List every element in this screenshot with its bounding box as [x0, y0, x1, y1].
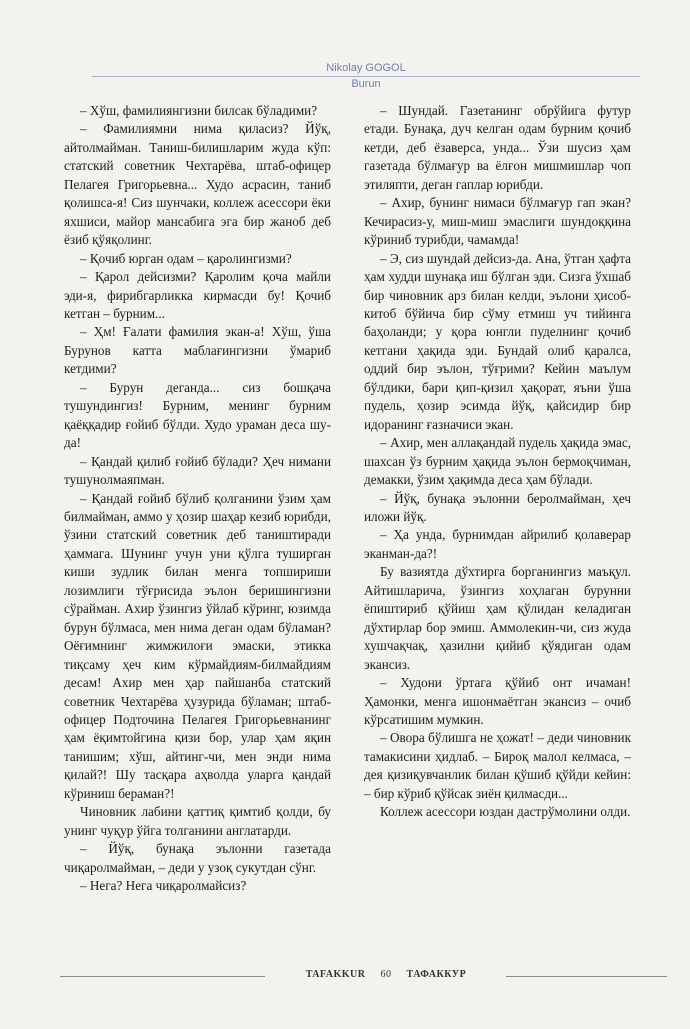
- paragraph: – Нега? Нега чиқаролмайсиз?: [80, 878, 247, 894]
- paragraph: Бу вазиятда дўхтирга борганингиз маъқул. Айтишларича, ўзингиз хоҳлаган бурунни ёпиштириб қўйиш ҳам қўлидан келадиган дўхтирлар бор эмиш. Аммолекин-чи, сиз жуда хушчақчақ, ҳазилни қийиб қўядиган одам экансиз.: [364, 564, 631, 672]
- paragraph: – Йўқ, бунақа эълонни газетада чиқаролмайман, – деди у узоқ сукутдан сўнг.: [64, 841, 331, 875]
- paragraph: – Овора бўлишга не ҳожат! – деди чиновник тамакисини ҳидлаб. – Бироқ малол келмаса, – дея қизиқувчанлик билан қўшиб қўйди кейин: – бир кўриб қўйсак зиён қилмасди...: [364, 730, 631, 801]
- paragraph: – Шундай. Газетанинг обрўйига футур етади. Бунақа, дуч келган одам бурним қочиб кетди, деб ёзаверса, унда... Ўзи шусиз ҳам газетада бўлмағур ва ёлғон мишмишлар чоп этиляпти, деган гаплар юрибди.: [364, 103, 631, 192]
- paragraph: – Ҳа унда, бурнимдан айрилиб қолаверар эканман-да?!: [364, 527, 631, 561]
- page-number: 60: [380, 969, 392, 980]
- footer-left-label: TAFAKKUR: [305, 969, 366, 980]
- paragraph: – Йўқ, бунақа эълонни беролмайман, ҳеч иложи йўқ.: [364, 490, 631, 524]
- footer-rule-right: [506, 976, 667, 977]
- left-column: [64, 102, 331, 895]
- footer-label-group: [272, 969, 500, 980]
- paragraph: – Қандай ғойиб бўлиб қолганини ўзим ҳам билмайман, аммо у ҳозир шаҳар кезиб юрибди, ўзини статский советник деб таништиради ҳаммага. Шунинг учун уни қўлга туширган киши зудлик билан менга топшириши лозимлиги тўғрисида эълон беришингизни сўрайман. Ахир ўзингиз ўйлаб кўринг, юзимда бурун бўлмаса, мен нима деган одам бўламан? Оёғимнинг жимжилоғи эмаски, этикка тиқсаму ҳеч ким кўрмайдиям-билмайдиям десам! Ахир мен ҳар пайшанба статский советник Чехтарёва ҳузурида бўламан; штаб-офицер Подточина Пелагея Григорьевнанинг ҳам ёқимтойгина қизи бор, улар ҳам яқин танишим; хўш, айтинг-чи, мен энди нима қилай?! Шу тасқара аҳволда уларга қандай кўриниш бераман?!: [64, 490, 331, 801]
- footer-right-label: ТАФАККУР: [406, 969, 467, 980]
- paragraph: – Э, сиз шундай дейсиз-да. Ана, ўтган ҳафта ҳам худди шунақа иш бўлган эди. Сизга ўхшаб бир чиновник арз билан келди, эълони ҳисоб-китоб бўйича бир сўму етмиш уч тийинга баҳоланди; у қора юнгли пуделнинг қочиб кетгани ҳақида эди. Бундай олиб қаралса, оддий бир эълон, тўғрими? Кейин маълум бўлдики, бари қип-қизил ҳақорат, яъни ўша пудель, ҳозир эсимда йўқ, қайсидир бир идоранинг ғазначиси экан.: [364, 250, 631, 432]
- paragraph: – Бурун деганда... сиз бошқача тушундингиз! Бурним, менинг бурним қаёққадир ғойиб бўлди. Худо ураман деса шу-да!: [64, 379, 331, 451]
- paragraph: – Фамилиямни нима қиласиз? Йўқ, айтолмайман. Таниш-билишларим жуда кўп: статский советник Чехтарёва, штаб-офицер Пелагея Григорьевна... Худо асрасин, таниб қолишса-я! Сиз шунчаки, коллеж асессори ёки яхшиси, майор мансабига эга бир жаноб деб ёзиб қўяқолинг.: [64, 121, 331, 248]
- header-title: Burun: [351, 78, 381, 90]
- paragraph: – Ҳм! Ғалати фамилия экан-а! Хўш, ўша Бурунов катта маблағингизни ўмариб кетдими?: [64, 324, 331, 377]
- page-footer: [60, 968, 667, 984]
- paragraph: – Ахир, бунинг нимаси бўлмағур гап экан? Кечирасиз-у, миш-миш эмаслиги шундоққина кўриниб турибди, чамамда!: [364, 195, 631, 248]
- footer-rule-left: [60, 976, 265, 977]
- paragraph: – Худони ўртага қўйиб онт ичаман! Ҳамонки, менга ишонмаётган экансиз – очиб кўрсатишим мумкин.: [364, 675, 631, 727]
- paragraph: – Ахир, мен аллақандай пудель ҳақида эмас, шахсан ўз бурним ҳақида эълон бермоқчиман, демакки, ўзим ҳақимда деса ҳам бўлади.: [364, 435, 631, 488]
- paragraph: Коллеж асессори юздан дастрўмолини олди.: [380, 804, 631, 820]
- paragraph: – Хўш, фамилиянгизни билсак бўладими?: [80, 103, 318, 118]
- right-column: [364, 102, 631, 822]
- paragraph: Чиновник лабини қаттиқ қимтиб қолди, бу унинг чуқур ўйга толганини англатарди.: [64, 804, 331, 838]
- paragraph: – Қочиб юрган одам – қаролингизми?: [80, 250, 292, 266]
- paragraph: – Қарол дейсизми? Қаролим қоча майли эди-я, фирибгарликка кирмасди бу! Қочиб кетган – бурним...: [64, 269, 331, 321]
- running-header: [92, 62, 640, 91]
- paragraph: – Қандай қилиб ғойиб бўлади? Ҳеч нимани тушунолмаяпман.: [64, 453, 331, 488]
- header-rule: [92, 76, 640, 77]
- header-author: Nikolay GOGOL: [326, 62, 406, 74]
